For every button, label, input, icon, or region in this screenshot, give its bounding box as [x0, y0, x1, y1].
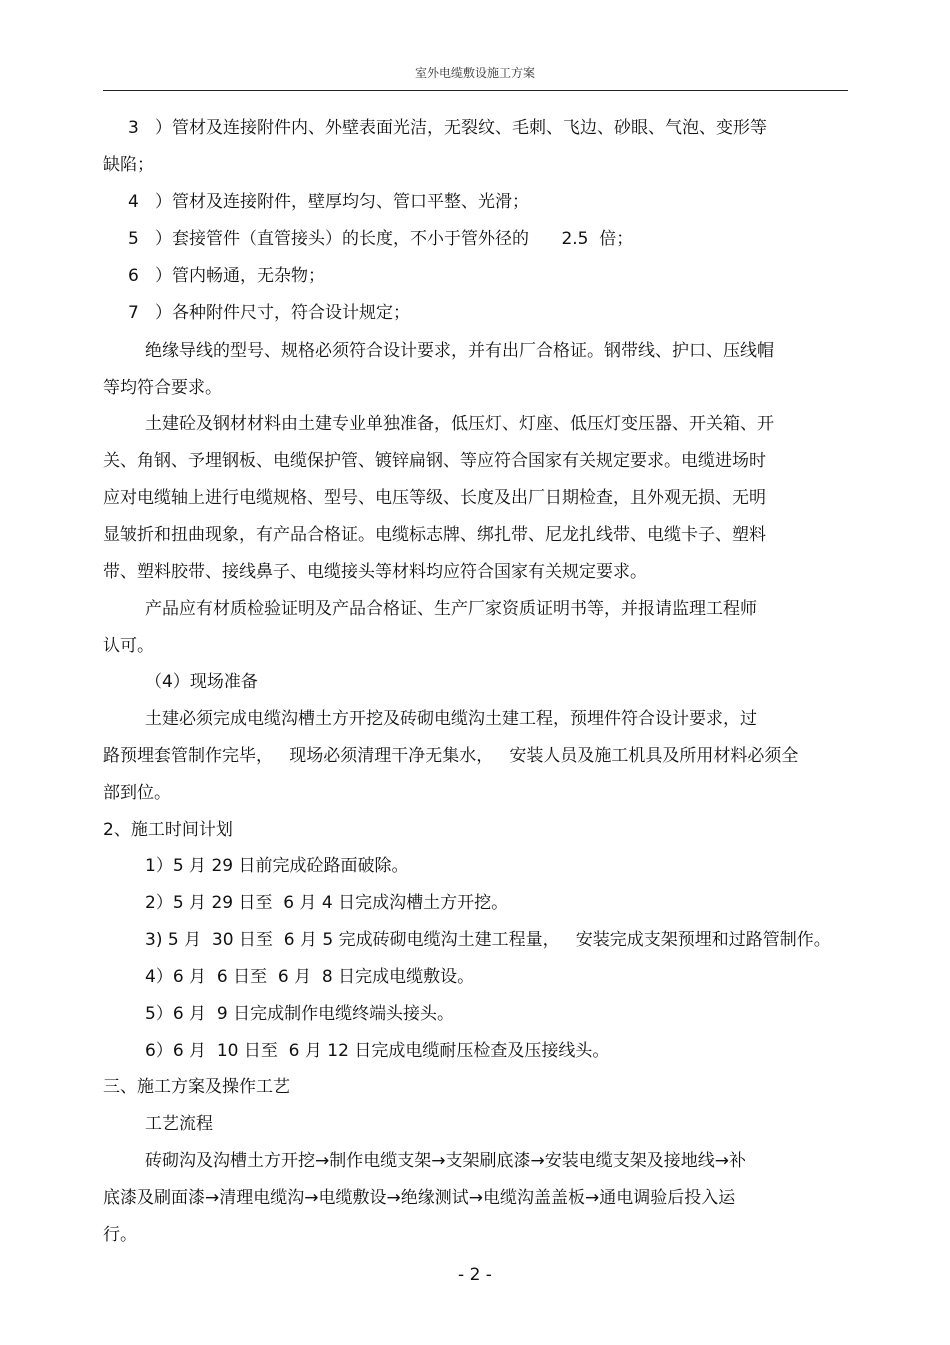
paragraph-line: 土建砼及钢材材料由土建专业单独准备，低压灯、灯座、低压灯变压器、开关箱、开 [145, 414, 774, 434]
page-number: - 2 - [458, 1265, 492, 1285]
list-item: 5）6 月 9 日完成制作电缆终端头接头。 [145, 1004, 455, 1024]
list-item: 6）6 月 10 日至 6 月 12 日完成电缆耐压检查及压接线头。 [145, 1041, 610, 1061]
header-divider [103, 90, 848, 91]
page-header: 室外电缆敷设施工方案 [414, 66, 535, 80]
paragraph-line: 关、角钢、予埋钢板、电缆保护管、镀锌扁钢、等应符合国家有关规定要求。电缆进场时 [103, 451, 766, 471]
paragraph-line: 行。 [103, 1225, 137, 1245]
paragraph-line: 显皱折和扭曲现象，有产品合格证。电缆标志牌、绑扎带、尼龙扎线带、电缆卡子、塑料 [103, 525, 766, 545]
paragraph-line: 7 ）各种附件尺寸，符合设计规定； [128, 303, 411, 323]
section-heading: 2、施工时间计划 [103, 820, 233, 840]
paragraph-line: 部到位。 [103, 783, 171, 803]
paragraph-line: 4 ）管材及连接附件，壁厚均匀、管口平整、光滑； [128, 192, 530, 212]
list-item: 4）6 月 6 日至 6 月 8 日完成电缆敷设。 [145, 967, 475, 987]
paragraph-line: 绝缘导线的型号、规格必须符合设计要求，并有出厂合格证。钢带线、护口、压线帽 [145, 341, 774, 361]
paragraph-line: 产品应有材质检验证明及产品合格证、生产厂家资质证明书等，并报请监理工程师 [145, 599, 757, 619]
paragraph-line: 砖砌沟及沟槽土方开挖→制作电缆支架→支架刷底漆→安装电缆支架及接地线→补 [145, 1151, 746, 1171]
section-heading: 三、施工方案及操作工艺 [103, 1077, 290, 1097]
paragraph-line: 带、塑料胶带、接线鼻子、电缆接头等材料均应符合国家有关规定要求。 [103, 562, 647, 582]
paragraph-line: 认可。 [103, 636, 154, 656]
paragraph-line: 6 ）管内畅通，无杂物； [128, 266, 326, 286]
paragraph-line: 缺陷； [103, 155, 154, 175]
paragraph-line: 等均符合要求。 [103, 378, 222, 398]
section-heading: （4）现场准备 [145, 672, 258, 692]
list-item: 1）5 月 29 日前完成砼路面破除。 [145, 856, 409, 876]
paragraph-line: 底漆及刷面漆→清理电缆沟→电缆敷设→绝缘测试→电缆沟盖盖板→通电调验后投入运 [103, 1188, 736, 1208]
subsection-heading: 工艺流程 [145, 1114, 213, 1134]
list-item: 2）5 月 29 日至 6 月 4 日完成沟槽土方开挖。 [145, 893, 509, 913]
paragraph-line: 应对电缆轴上进行电缆规格、型号、电压等级、长度及出厂日期检查，且外观无损、无明 [103, 488, 766, 508]
paragraph-line: 土建必须完成电缆沟槽土方开挖及砖砌电缆沟土建工程，预埋件符合设计要求，过 [145, 709, 757, 729]
list-item: 3) 5 月 30 日至 6 月 5 完成砖砌电缆沟土建工程量， 安装完成支架预埋和过路管制作。 [145, 930, 831, 950]
paragraph-line: 路预埋套管制作完毕， 现场必须清理干净无集水， 安装人员及施工机具及所用材料必须全 [103, 746, 799, 766]
paragraph-line: 3 ）管材及连接附件内、外壁表面光洁，无裂纹、毛刺、飞边、砂眼、气泡、变形等 [128, 118, 768, 138]
paragraph-line: 5 ）套接管件（直管接头）的长度，不小于管外径的 2.5 倍； [128, 229, 634, 249]
